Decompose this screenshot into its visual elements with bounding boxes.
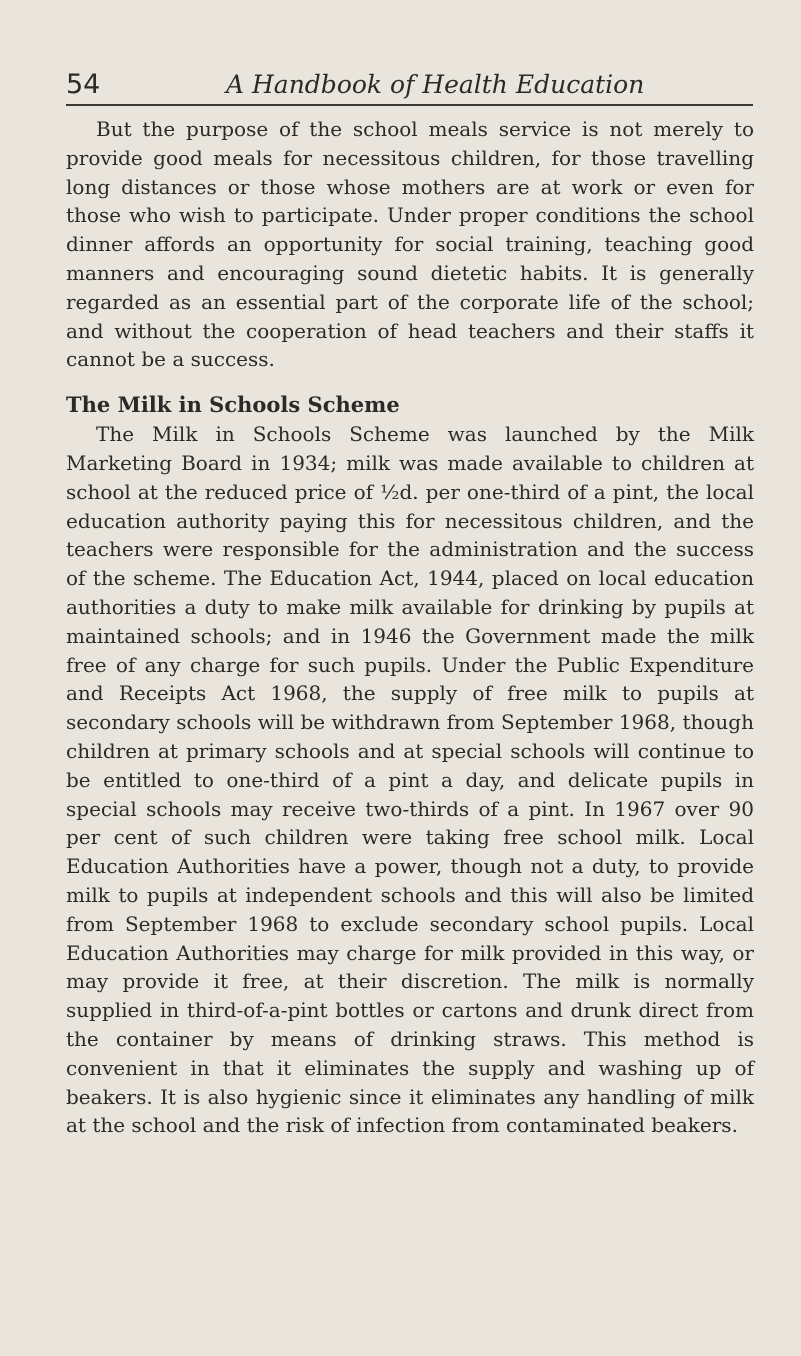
running-head: [66, 70, 753, 106]
page-number: 54: [66, 69, 101, 100]
page-content: [66, 115, 754, 1140]
body-paragraph-2: The Milk in Schools Scheme was launched by the Milk Marketing Board in 1934; milk was made available to children at school at the reduced price of ½d. per one-third of a pint, the local education authority paying this for necessitous children, and the teachers were responsible for the administration and the success of the scheme. The Education Act, 1944, placed on local education authorities a duty to make milk available for drinking by pupils at maintained schools; and in 1946 the Government made the milk free of any charge for such pupils. Under the Public Expenditure and Receipts Act 1968, the supply of free milk to pupils at secondary schools will be withdrawn from September 1968, though children at primary schools and at special schools will continue to be entitled to one-third of a pint a day, and delicate pupils in special schools may receive two-thirds of a pint. In 1967 over 90 per cent of such children were taking free school milk. Local Education Authorities have a power, though not a duty, to provide milk to pupils at independent schools and this will also be limited from September 1968 to exclude secondary school pupils. Local Education Authorities may charge for milk provided in this way, or may provide it free, at their discretion. The milk is normally supplied in third-of-a-pint bottles or cartons and drunk direct from the container by means of drinking straws. This method is convenient in that it eliminates the supply and washing up of beakers. It is also hygienic since it eliminates any handling of milk at the school and the risk of infection from contaminated beakers.: [66, 422, 754, 1138]
book-title: A Handbook of Health Education: [226, 70, 645, 99]
body-paragraph-1: But the purpose of the school meals service is not merely to provide good meals for necessitous children, for those travelling long distances or those whose mothers are at work or even for those who wish to participate. Under proper conditions the school dinner affords an opportunity for social training, teaching good manners and encouraging sound dietetic habits. It is generally regarded as an essential part of the corporate life of the school; and without the cooperation of head teachers and their staffs it cannot be a success.: [66, 117, 754, 372]
section-heading: The Milk in Schools Scheme: [66, 392, 400, 418]
